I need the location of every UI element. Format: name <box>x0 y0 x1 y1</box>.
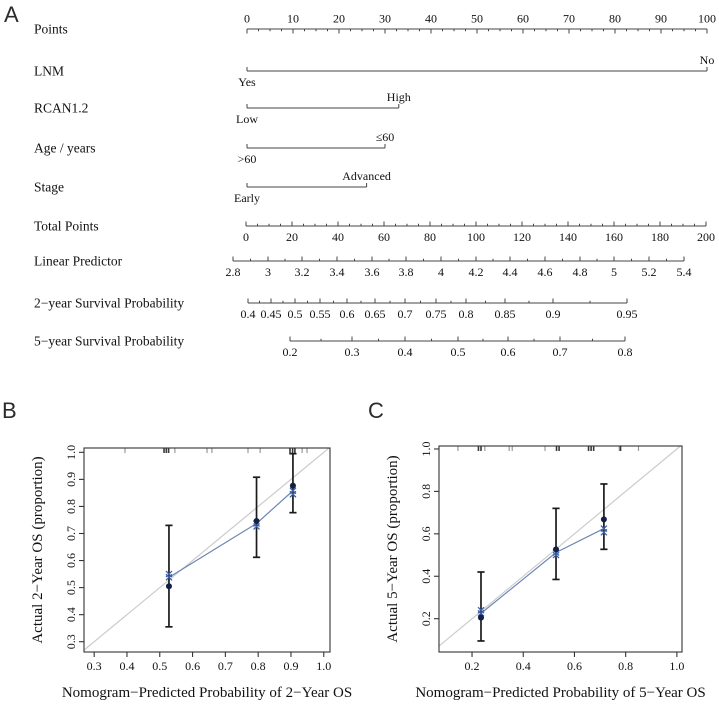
tick-label: 180 <box>651 230 669 244</box>
tick-label: 0.7 <box>397 307 413 321</box>
tick-label: 0.85 <box>494 307 516 321</box>
plot-frame <box>439 446 682 652</box>
calibration-point <box>289 454 296 513</box>
nomogram-row-points <box>34 12 716 37</box>
axes <box>30 445 352 701</box>
panel-b-label: B <box>2 398 17 423</box>
tick-label: 0.8 <box>617 345 633 359</box>
y-axis-title: Actual 2−Year OS (proportion) <box>30 456 46 644</box>
tick-label: 0.2 <box>282 345 298 359</box>
row-label: 2−year Survival Probability <box>34 295 185 311</box>
calibration-point <box>552 508 559 579</box>
x-axis-title: Nomogram−Predicted Probability of 5−Year OS <box>415 685 706 701</box>
calibration-point <box>165 525 172 626</box>
tick-label: 4.4 <box>502 265 518 279</box>
calibration-plot-b <box>30 445 352 701</box>
tick-label: 3.6 <box>364 265 380 279</box>
y-tick-label: 0.8 <box>64 498 78 514</box>
factor-level-label: Advanced <box>342 169 391 183</box>
nomogram-row-linear-predictor <box>34 254 692 280</box>
row-label: Linear Predictor <box>34 253 123 269</box>
tick-label: 3.2 <box>294 265 310 279</box>
tick-label: 4.6 <box>537 265 553 279</box>
nomogram-row-age-years <box>34 130 394 166</box>
nomogram-row-stage <box>34 169 391 205</box>
tick-label: 60 <box>378 230 390 244</box>
calibration-line <box>481 529 604 614</box>
x-tick-label: 0.5 <box>152 659 168 673</box>
rug-marks <box>458 446 639 451</box>
nomogram-row-total-points <box>34 219 715 245</box>
tick-label: 0 <box>244 11 250 26</box>
tick-label: 0.6 <box>500 345 516 359</box>
x-tick-label: 1.0 <box>669 659 685 673</box>
y-tick-label: 0.5 <box>64 580 78 596</box>
row-label: Points <box>34 21 68 37</box>
calibration-point <box>600 484 607 549</box>
tick-label: 4 <box>438 265 444 279</box>
x-tick-label: 0.3 <box>86 659 102 673</box>
observed-dot <box>254 518 260 524</box>
y-tick-label: 0.2 <box>419 611 433 627</box>
tick-label: 0 <box>243 230 249 244</box>
tick-label: 4.2 <box>468 265 484 279</box>
tick-label: 160 <box>605 230 623 244</box>
panel-a-label: A <box>4 2 19 27</box>
tick-label: 4.8 <box>572 265 588 279</box>
observed-dot <box>553 546 559 552</box>
row-label: Stage <box>34 179 64 195</box>
y-tick-label: 0.7 <box>64 525 78 541</box>
tick-label: 80 <box>424 230 436 244</box>
factor-level-label: High <box>386 90 411 104</box>
x-tick-label: 0.8 <box>250 659 266 673</box>
tick-label: 0.5 <box>287 307 303 321</box>
y-tick-label: 0.8 <box>419 483 433 499</box>
x-tick-label: 1.0 <box>316 659 332 673</box>
tick-label: 3.4 <box>329 265 345 279</box>
tick-label: 0.4 <box>240 307 256 321</box>
tick-label: 0.75 <box>425 307 447 321</box>
factor-level-label: No <box>699 53 715 67</box>
y-axis-title: Actual 5−Year OS (proportion) <box>385 455 401 643</box>
tick-label: 140 <box>559 230 577 244</box>
tick-label: 30 <box>379 11 391 26</box>
tick-label: 0.55 <box>309 307 331 321</box>
y-tick-label: 0.9 <box>64 471 78 487</box>
tick-label: 20 <box>333 11 345 26</box>
tick-label: 0.8 <box>458 307 474 321</box>
axes <box>385 441 706 701</box>
factor-level-label: Low <box>236 112 258 126</box>
tick-label: 2.8 <box>225 265 241 279</box>
rug-marks <box>125 448 307 453</box>
tick-label: 10 <box>287 11 299 26</box>
tick-label: 40 <box>332 230 344 244</box>
tick-label: 0.45 <box>260 307 282 321</box>
tick-label: 5.4 <box>676 265 692 279</box>
tick-label: 5.2 <box>641 265 657 279</box>
observed-dot <box>601 516 607 522</box>
nomogram-row-5-year-survival-probability <box>34 334 633 360</box>
calibration-point <box>253 477 260 557</box>
row-label: Total Points <box>34 218 99 234</box>
tick-label: 200 <box>697 230 715 244</box>
x-tick-label: 0.4 <box>119 659 135 673</box>
observed-dot <box>290 483 296 489</box>
tick-label: 100 <box>698 11 716 26</box>
y-tick-label: 0.6 <box>419 526 433 542</box>
factor-level-label: Yes <box>238 75 256 89</box>
tick-label: 60 <box>517 11 529 26</box>
tick-label: 0.65 <box>364 307 386 321</box>
x-tick-label: 0.7 <box>217 659 233 673</box>
tick-label: 0.4 <box>397 345 413 359</box>
x-tick-label: 0.8 <box>618 659 634 673</box>
tick-label: 80 <box>609 11 621 26</box>
tick-label: 100 <box>467 230 485 244</box>
tick-label: 120 <box>513 230 531 244</box>
x-axis-title: Nomogram−Predicted Probability of 2−Year OS <box>61 685 353 701</box>
tick-label: 40 <box>425 11 437 26</box>
y-tick-label: 0.6 <box>64 553 78 569</box>
row-label: 5−year Survival Probability <box>34 333 185 349</box>
tick-label: 0.95 <box>616 307 638 321</box>
y-tick-label: 0.3 <box>64 634 78 650</box>
tick-label: 0.9 <box>545 307 561 321</box>
calibration-point <box>477 572 484 641</box>
row-label: RCAN1.2 <box>34 100 89 116</box>
y-tick-label: 1.0 <box>64 444 78 460</box>
calibration-plot-c <box>385 441 706 701</box>
calibration-2yr-chart <box>0 395 360 711</box>
observed-dot <box>478 615 484 621</box>
tick-label: 0.7 <box>552 345 568 359</box>
x-tick-label: 0.4 <box>515 659 531 673</box>
x-tick-label: 0.9 <box>283 659 299 673</box>
nomogram-row-rcan1-2 <box>34 90 411 126</box>
row-label: Age / years <box>34 140 96 156</box>
y-tick-label: 1.0 <box>419 441 433 457</box>
calibration-5yr-chart <box>360 395 719 711</box>
row-label: LNM <box>34 63 64 79</box>
nomogram-row-2-year-survival-probability <box>34 296 638 322</box>
y-tick-label: 0.4 <box>64 607 78 623</box>
y-tick-label: 0.4 <box>419 568 433 584</box>
tick-label: 3.8 <box>398 265 414 279</box>
nomogram-row-lnm <box>34 53 714 89</box>
tick-label: 5 <box>611 265 617 279</box>
tick-label: 3 <box>265 265 271 279</box>
panel-c-label: C <box>368 398 384 423</box>
tick-label: 0.6 <box>339 307 355 321</box>
x-tick-label: 0.6 <box>566 659 582 673</box>
tick-label: 50 <box>471 11 483 26</box>
factor-level-label: ≤60 <box>375 130 395 144</box>
factor-level-label: Early <box>234 191 260 205</box>
x-tick-label: 0.6 <box>185 659 201 673</box>
tick-label: 0.5 <box>450 345 466 359</box>
tick-label: 90 <box>655 11 667 26</box>
factor-level-label: >60 <box>237 152 257 166</box>
observed-dot <box>166 583 172 589</box>
x-tick-label: 0.2 <box>464 659 480 673</box>
tick-label: 0.3 <box>344 345 360 359</box>
tick-label: 20 <box>286 230 298 244</box>
ideal-diagonal-line <box>439 446 680 646</box>
tick-label: 70 <box>563 11 575 26</box>
